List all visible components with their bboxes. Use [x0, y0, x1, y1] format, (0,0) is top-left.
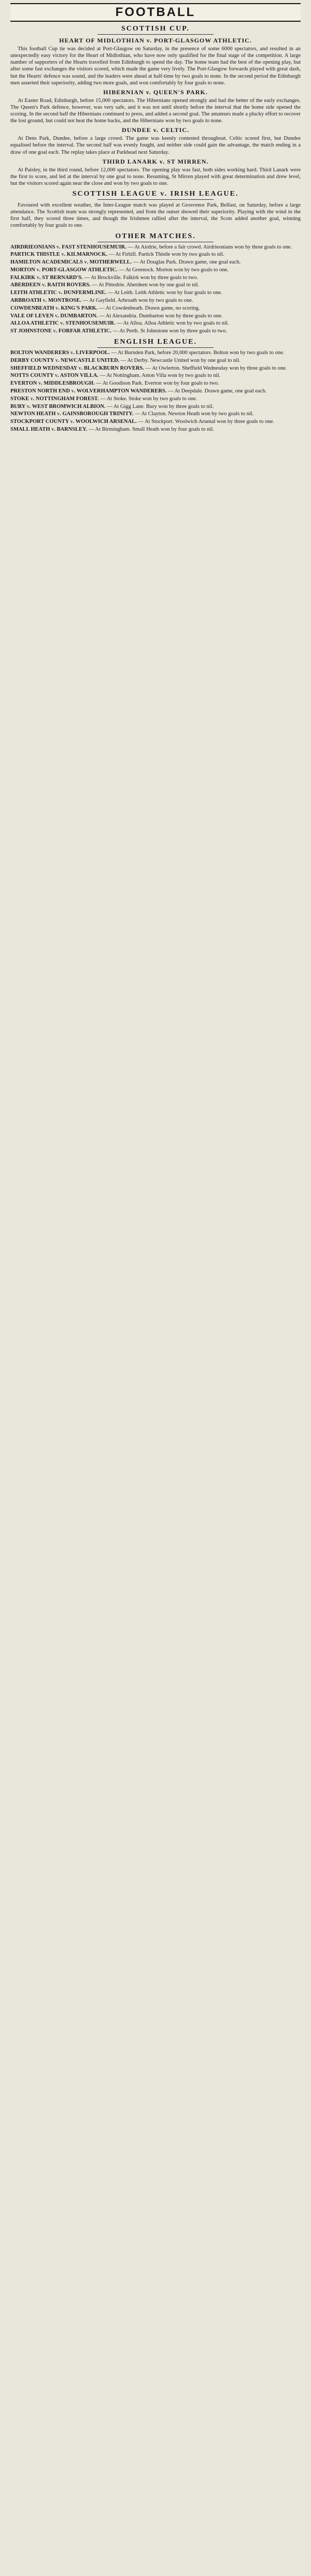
- article: [10, 158, 301, 187]
- result-line: DERBY COUNTY v. NEWCASTLE UNITED. — At Derby. Newcastle United won by one goal to nil.: [10, 357, 241, 363]
- inter-league-section: [10, 190, 301, 229]
- result-text: At Stoke. Stoke won by two goals to one.: [106, 396, 197, 402]
- result-text: At Airdrie, before a fair crowd. Airdrieonians won by three goals to one.: [134, 244, 292, 250]
- result-text: At Douglas Park. Drawn game, one goal each.: [139, 259, 241, 266]
- rule: [97, 347, 214, 348]
- result-line: SHEFFIELD WEDNESDAY v. BLACKBURN ROVERS. — At Owlerton. Sheffield Wednesday won by three goals to one.: [10, 365, 287, 371]
- result-line: FALKIRK v. ST BERNARD'S. — At Brockville. Falkirk won by three goals to two.: [10, 274, 198, 281]
- result-text: At Goodison Park. Everton won by four goals to two.: [102, 380, 219, 387]
- result-teams: COWDENBEATH v. KING'S PARK.: [10, 305, 98, 311]
- result-teams: FALKIRK v. ST BERNARD'S.: [10, 274, 83, 281]
- other-matches-section: [10, 232, 301, 335]
- result-text: At Derby. Newcastle United won by one goal to nil.: [127, 357, 241, 363]
- result-text: At Stockport. Woolwich Arsenal won by three goals to one.: [144, 419, 274, 425]
- result-line: LEITH ATHLETIC v. DUNFERMLINE. — At Leith. Leith Athletic won by four goals to one.: [10, 290, 222, 296]
- result-line: COWDENBEATH v. KING'S PARK. — At Cowdenbeath. Drawn game, no scoring.: [10, 305, 200, 311]
- result-text: At Firhill. Partick Thistle won by two goals to nil.: [115, 252, 224, 258]
- result-text: At Leith. Leith Athletic won by four goals to one.: [114, 290, 222, 296]
- result-line: PRESTON NORTH END v. WOLVERHAMPTON WANDERERS. — At Deepdale. Drawn game, one goal each.: [10, 388, 267, 394]
- result-text: At Burnden Park, before 20,000 spectators. Bolton won by two goals to one.: [118, 350, 285, 356]
- result-text: At Gigg Lane. Bury won by three goals to nil.: [113, 403, 214, 409]
- result-line: ALLOA ATHLETIC v. STENHOUSEMUIR. — At Alloa. Alloa Athletic won by two goals to nil.: [10, 320, 229, 327]
- result-teams: HAMILTON ACADEMICALS v. MOTHERWELL.: [10, 259, 132, 266]
- english-league-section: [10, 338, 301, 433]
- result-line: VALE OF LEVEN v. DUMBARTON. — At Alexandria. Dumbarton won by three goals to one.: [10, 313, 223, 319]
- result-teams: NEWTON HEATH v. GAINSBOROUGH TRINITY.: [10, 411, 134, 417]
- section-title: OTHER MATCHES.: [115, 232, 196, 240]
- result-teams: NOTTS COUNTY v. ASTON VILLA.: [10, 373, 98, 379]
- result-line: MORTON v. PORT-GLASGOW ATHLETIC. — At Greenock. Morton won by two goals to one.: [10, 267, 229, 273]
- section-title: SCOTTISH LEAGUE v. IRISH LEAGUE.: [72, 190, 239, 198]
- result-text: At Alexandria. Dumbarton won by three goals to one.: [105, 313, 223, 319]
- result-text: At Cowdenbeath. Drawn game, no scoring.: [105, 305, 200, 311]
- masthead: FOOTBALL: [10, 3, 301, 22]
- result-text: At Greenock. Morton won by two goals to one.: [125, 267, 229, 273]
- result-line: SMALL HEATH v. BARNSLEY. — At Birmingham. Small Heath won by four goals to nil.: [10, 427, 215, 433]
- article-body: Favoured with excellent weather, the Inter-League match was played at Grosvenor Park, Belfast, on Saturday, before a large attendance. The Scottish team was strongly represented, and from the outset showed their superiority. Playing with the wind in the first half, they scored three times, and though the Irishmen rallied after the interval, the Scots added another goal, winning comfortably by four goals to one.: [10, 202, 301, 229]
- result-teams: EVERTON v. MIDDLESBROUGH.: [10, 380, 95, 387]
- result-teams: BURY v. WEST BROMWICH ALBION.: [10, 403, 106, 409]
- article-heading: HEART OF MIDLOTHIAN v. PORT-GLASGOW ATHLETIC.: [59, 37, 252, 44]
- result-teams: ABERDEEN v. RAITH ROVERS.: [10, 282, 91, 288]
- result-text: At Perth. St Johnstone won by three goals to two.: [119, 328, 228, 334]
- result-teams: DERBY COUNTY v. NEWCASTLE UNITED.: [10, 357, 120, 363]
- result-text: At Clayton. Newton Heath won by two goals to nil.: [141, 411, 254, 417]
- article-body: At Dens Park, Dundee, before a large crowd. The game was keenly contested throughout. Celtic scored first, but Dundee equalised before the interval. The second half was evenly fought, and neither side could gain the advantage, the match ending in a draw of one goal each. The replay takes place at Parkhead next Saturday.: [10, 136, 301, 155]
- result-line: ABERDEEN v. RAITH ROVERS. — At Pittodrie. Aberdeen won by one goal to nil.: [10, 282, 200, 288]
- rule: [97, 199, 214, 200]
- result-text: At Birmingham. Small Heath won by four goals to nil.: [95, 427, 215, 433]
- result-teams: BOLTON WANDERERS v. LIVERPOOL.: [10, 350, 110, 356]
- result-line: STOKE v. NOTTINGHAM FOREST. — At Stoke. Stoke won by two goals to one.: [10, 396, 197, 402]
- result-teams: PARTICK THISTLE v. KILMARNOCK.: [10, 252, 108, 258]
- result-teams: MORTON v. PORT-GLASGOW ATHLETIC.: [10, 267, 118, 273]
- result-text: At Alloa. Alloa Athletic won by two goals to nil.: [123, 320, 229, 327]
- results-list: [10, 350, 301, 433]
- section-title: ENGLISH LEAGUE.: [114, 338, 197, 346]
- result-line: HAMILTON ACADEMICALS v. MOTHERWELL. — At Douglas Park. Drawn game, one goal each.: [10, 259, 241, 266]
- result-line: STOCKPORT COUNTY v. WOOLWICH ARSENAL. — At Stockport. Woolwich Arsenal won by three goals to one.: [10, 419, 274, 425]
- result-text: At Owlerton. Sheffield Wednesday won by three goals to one.: [152, 365, 287, 371]
- article-body: At Easter Road, Edinburgh, before 15,000 spectators. The Hibernians opened strongly and had the better of the early exchanges. The Queen's Park defence, however, was very safe, and it was not until shortly before the interval that the home side opened the scoring. In the second half the Hibernians continued to press, and added a second goal. The amateurs made a plucky effort to recover the lost ground, but could not beat the home backs, and the Hibernians won by two goals to none.: [10, 97, 301, 124]
- article: [10, 37, 301, 86]
- result-text: At Gayfield. Arbroath won by two goals to one.: [89, 298, 193, 304]
- article: [10, 89, 301, 125]
- newspaper-page: [10, 0, 301, 433]
- result-line: NOTTS COUNTY v. ASTON VILLA. — At Nottingham. Aston Villa won by two goals to nil.: [10, 373, 221, 379]
- result-teams: ALLOA ATHLETIC v. STENHOUSEMUIR.: [10, 320, 116, 327]
- result-teams: ARBROATH v. MONTROSE.: [10, 298, 81, 304]
- article-heading: DUNDEE v. CELTIC.: [122, 126, 189, 134]
- article-heading: THIRD LANARK v. ST MIRREN.: [102, 157, 209, 165]
- result-teams: STOCKPORT COUNTY v. WOOLWICH ARSENAL.: [10, 419, 137, 425]
- result-line: PARTICK THISTLE v. KILMARNOCK. — At Firhill. Partick Thistle won by two goals to nil.: [10, 252, 224, 258]
- results-list: [10, 244, 301, 335]
- scottish-cup-section: [10, 25, 301, 187]
- result-teams: STOKE v. NOTTINGHAM FOREST.: [10, 396, 99, 402]
- result-teams: SHEFFIELD WEDNESDAY v. BLACKBURN ROVERS.: [10, 365, 144, 371]
- result-line: EVERTON v. MIDDLESBROUGH. — At Goodison Park. Everton won by four goals to two.: [10, 380, 219, 387]
- result-teams: SMALL HEATH v. BARNSLEY.: [10, 427, 88, 433]
- result-line: ST JOHNSTONE v. FORFAR ATHLETIC. — At Perth. St Johnstone won by three goals to two.: [10, 328, 228, 334]
- result-teams: LEITH ATHLETIC v. DUNFERMLINE.: [10, 290, 106, 296]
- result-teams: PRESTON NORTH END v. WOLVERHAMPTON WANDERERS.: [10, 388, 167, 394]
- article-body: At Paisley, in the third round, before 12,000 spectators. The opening play was fast, both sides working hard. Third Lanark were the first to score, and led at the interval by one goal to none. Resuming, St Mirren played with great determination and drew level, but the visitors scored again near the close and won by two goals to one.: [10, 167, 301, 186]
- result-text: At Deepdale. Drawn game, one goal each.: [174, 388, 267, 394]
- result-line: AIRDRIEONIANS v. FAST STENHOUSEMUIR. — At Airdrie, before a fair crowd. Airdrieonians won by three goals to one.: [10, 244, 292, 250]
- result-text: At Brockville. Falkirk won by three goals to two.: [90, 274, 198, 281]
- article-body: This football Cup tie was decided at Port-Glasgow on Saturday, in the presence of some 6000 spectators, and resulted in an unexpectedly easy victory for the Heart of Midlothian, who have now only qualified for the final stage of the competition. A large number of supporters of the Hearts travelled from Edinburgh to spend the day. The home team had the best of the opening play, but after some fast exchanges the visitors scored, which made the game very lively. The Port-Glasgow forwards played with great dash, but the Hearts' defence was sound, and the leaders were ahead at half-time by two goals to none. In the second period the Edinburgh men asserted their superiority, adding two more goals, and won comfortably by four goals to none.: [10, 46, 301, 86]
- result-text: At Nottingham. Aston Villa won by two goals to nil.: [106, 373, 221, 379]
- result-line: BOLTON WANDERERS v. LIVERPOOL. — At Burnden Park, before 20,000 spectators. Bolton won by two goals to one.: [10, 350, 285, 356]
- article: [10, 126, 301, 155]
- result-teams: AIRDRIEONIANS v. FAST STENHOUSEMUIR.: [10, 244, 126, 250]
- result-line: ARBROATH v. MONTROSE. — At Gayfield. Arbroath won by two goals to one.: [10, 298, 193, 304]
- result-teams: VALE OF LEVEN v. DUMBARTON.: [10, 313, 98, 319]
- result-line: BURY v. WEST BROMWICH ALBION. — At Gigg Lane. Bury won by three goals to nil.: [10, 403, 214, 409]
- article-heading: HIBERNIAN v. QUEEN'S PARK.: [103, 88, 208, 96]
- rule: [97, 34, 214, 35]
- section-title: SCOTTISH CUP.: [121, 25, 190, 33]
- result-line: NEWTON HEATH v. GAINSBOROUGH TRINITY. — At Clayton. Newton Heath won by two goals to nil.: [10, 411, 254, 417]
- result-text: At Pittodrie. Aberdeen won by one goal to nil.: [98, 282, 200, 288]
- result-teams: ST JOHNSTONE v. FORFAR ATHLETIC.: [10, 328, 112, 334]
